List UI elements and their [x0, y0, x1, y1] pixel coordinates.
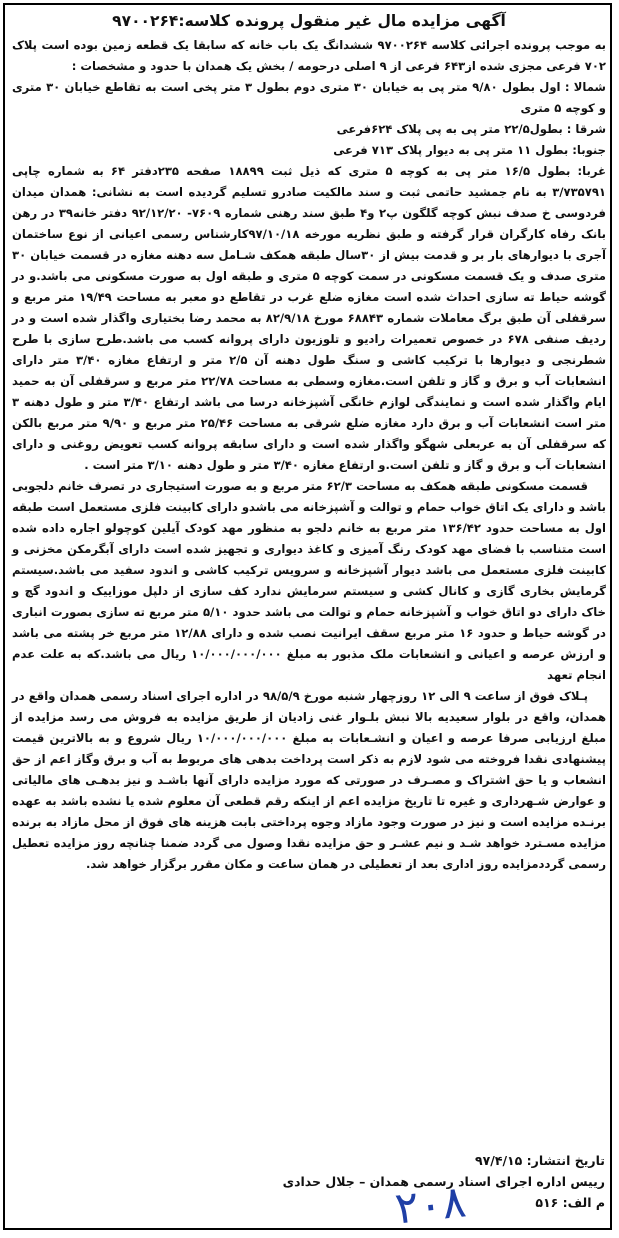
intro-paragraph: به موجب پرونده اجرائی کلاسه ۹۷۰۰۲۶۴ ششدانگ یک باب خانه که سابقا یک قطعه زمین بوده است پلاک ۷۰۲ فرعی مجزی شده از۶۴۳ فرعی از ۹ اصلی درحومه / بخش یک همدان با حدود و مشخصات :: [12, 38, 607, 73]
signature-line: رییس اداره اجرای اسناد رسمی همدان – جلال حدادی: [282, 1174, 605, 1189]
boundary-north: شمالا : اول بطول ۹/۸۰ متر پی به خیابان ۳۰ متری دوم بطول ۳ متر پخی است به تقاطع خیابان ۳۰ متری و کوچه ۵ متری: [12, 80, 606, 115]
boundary-south: جنوبا: بطول ۱۱ متر پی به دیوار پلاک ۷۱۳ فرعی: [333, 143, 606, 157]
notice-title: آگهی مزایده مال غیر منقول پرونده کلاسه:۹۷۰۰۲۶۴: [112, 12, 506, 30]
auction-paragraph: پـلاک فوق از ساعت ۹ الی ۱۲ روزچهار شنبه مورخ ۹۸/۵/۹ در اداره اجرای اسناد رسمی همدان واقع در همدان، واقع در بلوار سعیدیه بالا نبش بلـوار غنی زادیان از طریق مزایده به فروش می رسد مزایده از مبلغ ارزیابی صرفا عرصه و اعیان و انشـعابات به مبلغ ۱۰/۰۰۰/۰۰۰/۰۰۰ ریال شروع و به بالاترین قیمت پیشنهادی نقدا فروخته می شود لازم به ذکر است پرداخت بدهی های مربوط به آب و برق وگاز اعم از حق انشعاب و یا حق اشتراک و مصـرف در صورتی که مورد مزایده دارای آنها باشـد و نیز بدهـی های مالیاتی و عوارض شـهرداری و غیره تا تاریخ مزایده اعم از اینکه رقم قطعی آن معلوم شده یا نشده باشد به عهده برنـده مزایده است و نیز در صورت وجود مازاد وجوه پرداختی بابت هزینه های فوق از محل مازاد به برنده مزایده مسـترد خواهد شـد و نیم عشـر و حق مزایده نقدا وصول می گردد ضمنا چنانچه روز مزایده تعطیل رسمی گرددمزایده روز اداری بعد از تعطیلی در همان ساعت و مکان مقرر برگزار خواهد شد.: [12, 689, 606, 871]
notice-body: [12, 10, 606, 875]
boundary-east: شرقا : بطول۲۲/۵ متر پی به پی پلاک ۶۲۴فرعی: [336, 122, 606, 136]
boundary-west-description: غربا: بطول ۱۶/۵ متر پی به کوچه ۵ متری که ذیل ثبت ۱۸۸۹۹ صفحه ۲۳۵دفتر ۶۴ به شماره چاپی ۳/۷۳۵۷۹۱ به نام جمشید حاتمی ثبت و سند مالکیت صادرو تسلیم گردیده است به نشانی: همدان میدان فردوسی خ صدف نبش کوچه گلگون پ۲ و۴ طبق سند رهنی شماره ۷۶۰۹- ۹۲/۱۲/۲۰ دفتر خانه۳۹ در رهن بانک رفاه کارگران قرار گرفته و طبق نظریه مورخه ۹۷/۱۰/۱۸کارشناس رسمی اعیانی از نوع ساختمان آجری با دیوارهای بار بر و قدمت بیش از ۳۰سال طبقه همکف شـامل سه دهنه مغازه در قسمت خیابان ۳۰ متری صدف و یک قسمت مسکونی در سمت کوچه ۵ متری و طبقه اول به صورت مسکونی می باشد.و در گوشه حیاط ته سازی احداث شده است مغازه ضلع غرب در تقاطع دو معبر به مساحت ۱۹/۴۹ متر مربع و سرقفلی آن طبق برگ معاملات شماره ۶۸۸۴۳ مورخ ۸۲/۹/۱۸ به محمد رضا بختیاری واگذار شده است و در ردیف صنفی ۶۷۸ در خصوص تعمیرات رادیو و تلوزیون دارای پروانه کسب می باشد.طرح سازی با طرح شطرنجی و دیوارها با ترکیب کاشی و سنگ طول دهنه آن ۲/۵ متر و ارتفاع مغازه ۳/۴۰ متر دارای انشعابات آب و برق و گاز و تلفن است.مغازه وسطی به مساحت ۲۲/۷۸ متر مربع و سرقفلی آن به حمید ایام واگذار شده است و نمایندگی لوازم خانگی آشپزخانه درسا می باشد ارتفاع ۳/۴۰ متر و طول دهنه ۳ متر است انشعابات آب و برق دارد مغازه ضلع شرقی به مساحت ۲۵/۴۶ متر مربع و ۹/۹۰ متر مربع بالکن که سرقفلی آن به عربعلی شهگو واگذار شده است و دارای سابقه پروانه کسب تعویض روغنی و دارای انشعابات آب و برق و گاز و تلفن است.و ارتفاع مغازه ۳/۴۰ متر و طول دهنه ۳/۱۰ متر است .: [12, 164, 607, 472]
residential-paragraph: قسمت مسکونی طبقه همکف به مساحت ۶۲/۳ متر مربع و به صورت استیجاری در تصرف خانم دلجوبی باشد و دارای یک اتاق خواب حمام و توالت و آشپزخانه می باشدو دارای کابینت فلزی مستعمل است طبقه اول به مساحت حدود ۱۳۶/۴۲ متر مربع به خانم دلجو به منظور مهد کودک آیلین کوچولو اجاره داده شده است متناسب با فضای مهد کودک رنگ آمیزی و کاغذ دیواری و تجهیز شده است دارای آبگرمکن مخزنی و کابینت فلزی مستعمل می باشد دیوار آشپزخانه و سرویس ترکیب کاشی و اندود سفید می باشد.سیستم گرمایش بخاری گازی و کانال کشی و سیستم سرمایش ندارد کف سازی از دلپل موزاییک و اندود گچ و خاک دارای دو اتاق خواب و آشپزخانه حمام و توالت می باشد حدود ۵/۱۰ متر مربع ته سازی بصورت انباری در گوشه حیاط و حدود ۱۶ متر مربع سقف ایرانیت نصب شده و دارای ۱۲/۸۸ متر مربع خر پشته می باشد و ارزش عرصه و اعیانی و انشعابات ملک مذبور به مبلغ ۱۰/۰۰۰/۰۰۰/۰۰۰ ریال می باشد.که به علت عدم انجام تعهد: [12, 479, 607, 682]
publish-date: تاریخ انتشار: ۹۷/۴/۱۵: [475, 1153, 605, 1168]
notice-footer: [15, 1150, 605, 1213]
handwritten-note: ۲۰۸: [392, 1176, 469, 1235]
reference-code: م الف: ۵۱۶: [535, 1195, 605, 1210]
